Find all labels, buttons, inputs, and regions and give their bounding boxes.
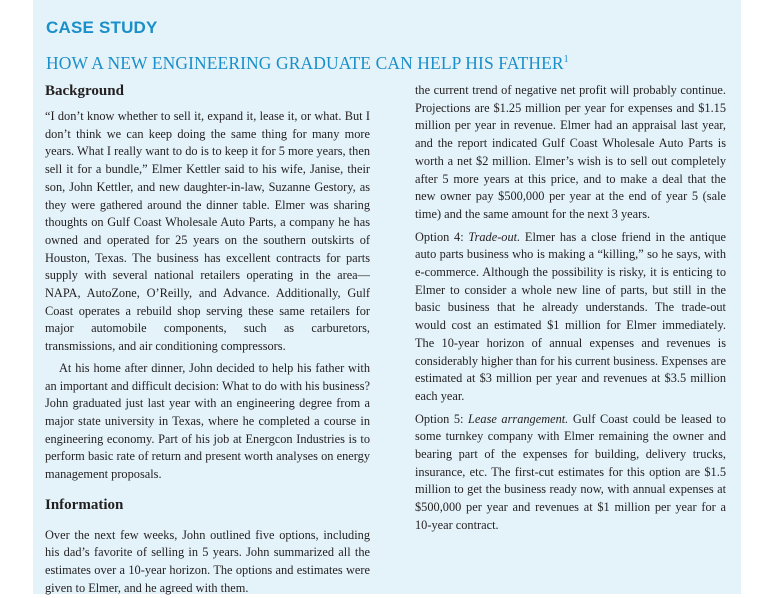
information-paragraph-1: Over the next few weeks, John outlined five options, including his dad’s favorite of selling in 5 years. John summarized all the estimates over a 10-year horizon. The options and estimates were given to Elmer, and he agreed with them. bbox=[45, 527, 370, 595]
option3-continued-paragraph: the current trend of negative net profit will probably continue. Projections are $1.25 million per year for expenses and $1.15 million per year in revenue. Elmer had an appraisal last year, and the report indicated Gulf Coast Wholesale Auto Parts is worth a net $2 million. Elmer’s wish is to sell out completely after 5 more years at this price, and to make a deal that the new owner pay $500,000 per year at the end of year 5 (sale time) and the same amount for the next 3 years. bbox=[415, 83, 726, 221]
option4-paragraph bbox=[415, 229, 726, 406]
information-heading: Information bbox=[45, 496, 124, 513]
background-paragraph-1: “I don’t know whether to sell it, expand it, lease it, or what. But I don’t think we can keep doing the same thing for many more years. What I really want to do is to keep it for 5 more years, then sell it for a bundle,” Elmer Kettler said to his wife, Janise, their son, John Kettler, and new daughter-in-law, Suzanne Gestory, as they were gathered around the dinner table. Elmer was sharing thoughts on Gulf Coast Wholesale Auto Parts, a company he has owned and operated for 25 years on the southern outskirts of Houston, Texas. The business has excellent contracts for parts supply with several national retailers operating in the area—NAPA, AutoZone, O’Reilly, and Advance. Additionally, Gulf Coast operates a rebuild shop serving these same retailers for major automobile components, such as carburetors, transmissions, and air conditioning compressors. bbox=[45, 109, 370, 354]
title-text: HOW A NEW ENGINEERING GRADUATE CAN HELP HIS FATHER bbox=[46, 53, 564, 73]
option5-paragraph bbox=[415, 411, 726, 535]
case-study-label: CASE STUDY bbox=[46, 18, 158, 37]
background-paragraph-2: At his home after dinner, John decided to help his father with an important and difficult decision: What to do with his business? John graduated just last year with an engineering degree from a major state university in Texas, where he completed a course in engineering economy. Part of his job at Energcon Industries is to perform basic rate of return and present worth analyses on energy management proposals. bbox=[45, 360, 370, 482]
background-heading: Background bbox=[45, 83, 124, 99]
option5-title: Lease arrangement. bbox=[468, 411, 569, 426]
case-study-title bbox=[46, 53, 606, 74]
title-footnote-marker: 1 bbox=[563, 54, 569, 66]
option4-title: Trade-out. bbox=[468, 229, 521, 244]
case-study-panel bbox=[33, 0, 741, 594]
right-column bbox=[415, 82, 726, 540]
left-column bbox=[45, 82, 370, 598]
option5-label: Option 5: bbox=[415, 411, 464, 426]
option5-text: Gulf Coast could be leased to some turnkey company with Elmer remaining the owner and bearing part of the expenses for building, delivery trucks, insurance, etc. The first-cut estimates for this option are $1.5 million to get the business ready now, with annual expenses at $500,000 per year and revenues at $1 million per year for a 10-year contract. bbox=[415, 411, 726, 532]
option4-text: Elmer has a close friend in the antique auto parts business who is making a “killing,” so he says, with e-commerce. Although the possibility is risky, it is enticing to Elmer to consider a whole new line of parts, but still in the basic business that he already understands. The trade-out would cost an estimated $1 million for Elmer immediately. The 10-year horizon of annual expenses and revenues is considerably higher than for his current business. Expenses are estimated at $3 million per year and revenues at $3.5 million each year. bbox=[415, 229, 727, 403]
option4-label: Option 4: bbox=[415, 229, 464, 244]
